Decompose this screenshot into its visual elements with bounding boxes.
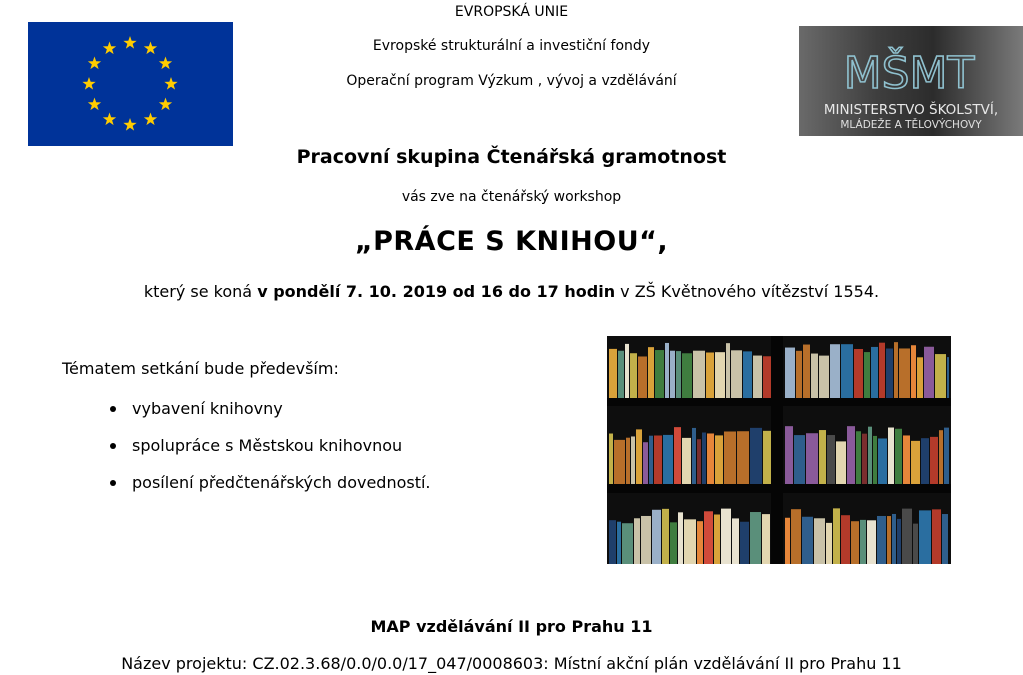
book-spine <box>676 351 681 398</box>
bullet-icon <box>110 480 116 486</box>
book-spine <box>862 434 867 484</box>
book-spine <box>913 524 918 564</box>
book-spine <box>750 428 762 484</box>
book-spine <box>648 347 654 398</box>
book-spine <box>682 353 692 398</box>
book-spine <box>903 435 910 484</box>
book-spine <box>618 351 624 398</box>
book-spine <box>614 440 625 484</box>
header-eu: EVROPSKÁ UNIE <box>454 4 569 20</box>
topics-intro: Tématem setkání bude především: <box>62 359 339 378</box>
book-spine <box>814 518 825 564</box>
book-spine <box>609 520 616 564</box>
eu-star-icon <box>88 98 101 111</box>
book-spine <box>721 509 731 564</box>
book-spine <box>609 434 613 484</box>
event-info <box>0 282 1023 301</box>
book-spine <box>856 431 861 484</box>
header-programme: Operační program Výzkum , vývoj a vzdělávání <box>346 73 677 89</box>
book-spine <box>827 435 835 484</box>
msmt-name-line2: MLÁDEŽE A TĚLOVÝCHOVY <box>840 119 982 131</box>
book-spine <box>753 356 762 398</box>
book-spine <box>796 351 802 398</box>
book-spine <box>652 510 661 564</box>
book-spine <box>917 357 923 398</box>
book-spine <box>622 523 633 564</box>
book-spine <box>626 438 630 484</box>
eu-star-icon <box>123 118 136 131</box>
bullet-icon <box>110 406 116 412</box>
book-spine <box>785 348 795 398</box>
book-spine <box>791 509 801 564</box>
book-spine <box>715 435 723 484</box>
book-spine <box>631 436 635 484</box>
book-spine <box>935 354 946 398</box>
book-spine <box>860 520 866 564</box>
book-spine <box>921 438 929 484</box>
book-spine <box>830 344 840 398</box>
book-spine <box>867 520 876 564</box>
book-spine <box>737 431 749 484</box>
eu-star-icon <box>144 113 157 126</box>
msmt-logo <box>799 26 1023 136</box>
topics-list <box>107 398 431 509</box>
book-spine <box>819 356 829 398</box>
book-spine <box>836 441 846 484</box>
bookshelf-image <box>607 336 951 564</box>
book-spine <box>794 435 805 484</box>
book-spine <box>743 351 752 398</box>
topic-label: spolupráce s Městskou knihovnou <box>132 436 403 455</box>
book-spine <box>750 512 761 564</box>
book-spine <box>643 442 648 484</box>
book-spine <box>802 517 813 564</box>
book-spine <box>841 344 853 398</box>
book-spine <box>878 438 887 484</box>
book-spine <box>879 343 885 398</box>
book-spine <box>888 427 894 484</box>
book-spine <box>663 435 673 484</box>
eu-star-icon <box>103 113 116 126</box>
book-spine <box>806 433 818 484</box>
list-item <box>107 472 431 509</box>
book-spine <box>894 342 898 398</box>
book-spine <box>692 428 696 484</box>
book-spine <box>726 343 730 398</box>
list-item <box>107 398 431 435</box>
book-spine <box>662 509 669 564</box>
book-spine <box>763 431 771 484</box>
book-spine <box>654 436 662 484</box>
book-spine <box>892 514 896 564</box>
book-spine <box>871 347 878 398</box>
book-spine <box>732 518 739 564</box>
book-spine <box>851 521 859 564</box>
book-spine <box>877 516 886 564</box>
book-spine <box>693 351 705 398</box>
book-spine <box>899 348 910 398</box>
header-funds: Evropské strukturální a investiční fondy <box>372 38 651 54</box>
book-spine <box>930 437 938 484</box>
list-item <box>107 435 431 472</box>
book-spine <box>697 521 703 564</box>
book-spine <box>638 356 647 398</box>
book-spine <box>707 433 714 484</box>
book-spine <box>731 350 742 398</box>
book-spine <box>762 514 770 564</box>
book-spine <box>932 509 941 564</box>
book-spine <box>630 353 637 398</box>
book-spine <box>847 426 855 484</box>
book-spine <box>670 351 675 398</box>
book-spine <box>833 508 840 564</box>
book-spine <box>873 436 877 484</box>
book-spine <box>682 438 691 484</box>
msmt-monogram: MŠMT <box>843 48 975 99</box>
book-spine <box>655 350 664 398</box>
book-spine <box>678 512 683 564</box>
book-spine <box>887 516 891 564</box>
book-spine <box>902 509 912 564</box>
book-spine <box>763 356 771 398</box>
topic-label: posílení předčtenářských dovedností. <box>132 473 431 492</box>
workshop-name: „PRÁCE S KNIHOU“, <box>354 226 669 257</box>
event-info-prefix: který se koná <box>143 282 258 301</box>
book-spine <box>670 522 677 564</box>
book-spine <box>897 519 901 564</box>
book-spine <box>617 522 621 564</box>
book-spine <box>826 523 832 564</box>
bullet-icon <box>110 443 116 449</box>
book-spine <box>841 515 850 564</box>
book-spine <box>697 439 701 484</box>
book-spine <box>785 518 790 564</box>
book-spine <box>684 519 696 564</box>
invitation-subtitle: vás zve na čtenářský workshop <box>401 189 622 205</box>
topic-label: vybavení knihovny <box>132 399 283 418</box>
book-spine <box>854 349 863 398</box>
book-spine <box>868 427 872 484</box>
book-spine <box>674 427 681 484</box>
book-spine <box>924 347 934 398</box>
book-spine <box>714 515 720 564</box>
book-spine <box>811 354 818 398</box>
workgroup-title: Pracovní skupina Čtenářská gramotnost <box>296 146 727 168</box>
book-spine <box>641 516 651 564</box>
book-spine <box>665 343 669 398</box>
book-spine <box>944 428 949 484</box>
book-spine <box>942 514 948 564</box>
map-title: MAP vzdělávání II pro Prahu 11 <box>370 617 653 636</box>
book-spine <box>740 522 749 564</box>
book-spine <box>939 430 943 484</box>
book-spine <box>919 510 931 564</box>
book-spine <box>649 436 653 484</box>
msmt-name-line1: MINISTERSTVO ŠKOLSTVÍ, <box>823 102 999 118</box>
book-spine <box>704 511 713 564</box>
book-spine <box>911 441 920 484</box>
book-spine <box>702 432 706 484</box>
book-spine <box>895 429 902 484</box>
book-spine <box>785 426 793 484</box>
book-spine <box>724 431 736 484</box>
book-spine <box>803 345 810 398</box>
eu-star-icon <box>159 98 172 111</box>
book-spine <box>609 349 617 398</box>
shelf-divider <box>771 336 783 564</box>
book-spine <box>634 518 640 564</box>
event-location: v ZŠ Květnového vítězství 1554. <box>615 282 880 301</box>
book-spine <box>911 345 916 398</box>
book-spine <box>886 348 893 398</box>
book-spine <box>947 357 949 398</box>
book-spine <box>625 344 629 398</box>
book-spine <box>715 352 725 398</box>
event-date-time: v pondělí 7. 10. 2019 od 16 do 17 hodin <box>257 282 616 301</box>
book-spine <box>819 430 826 484</box>
project-name: Název projektu: CZ.02.3.68/0.0/0.0/17_047/0008603: Místní akční plán vzdělávání II pro Prahu 11 <box>121 654 902 673</box>
eu-star-icon <box>159 57 172 70</box>
book-spine <box>864 352 870 398</box>
book-spine <box>636 429 642 484</box>
eu-star-icon <box>88 57 101 70</box>
book-spine <box>706 352 714 398</box>
